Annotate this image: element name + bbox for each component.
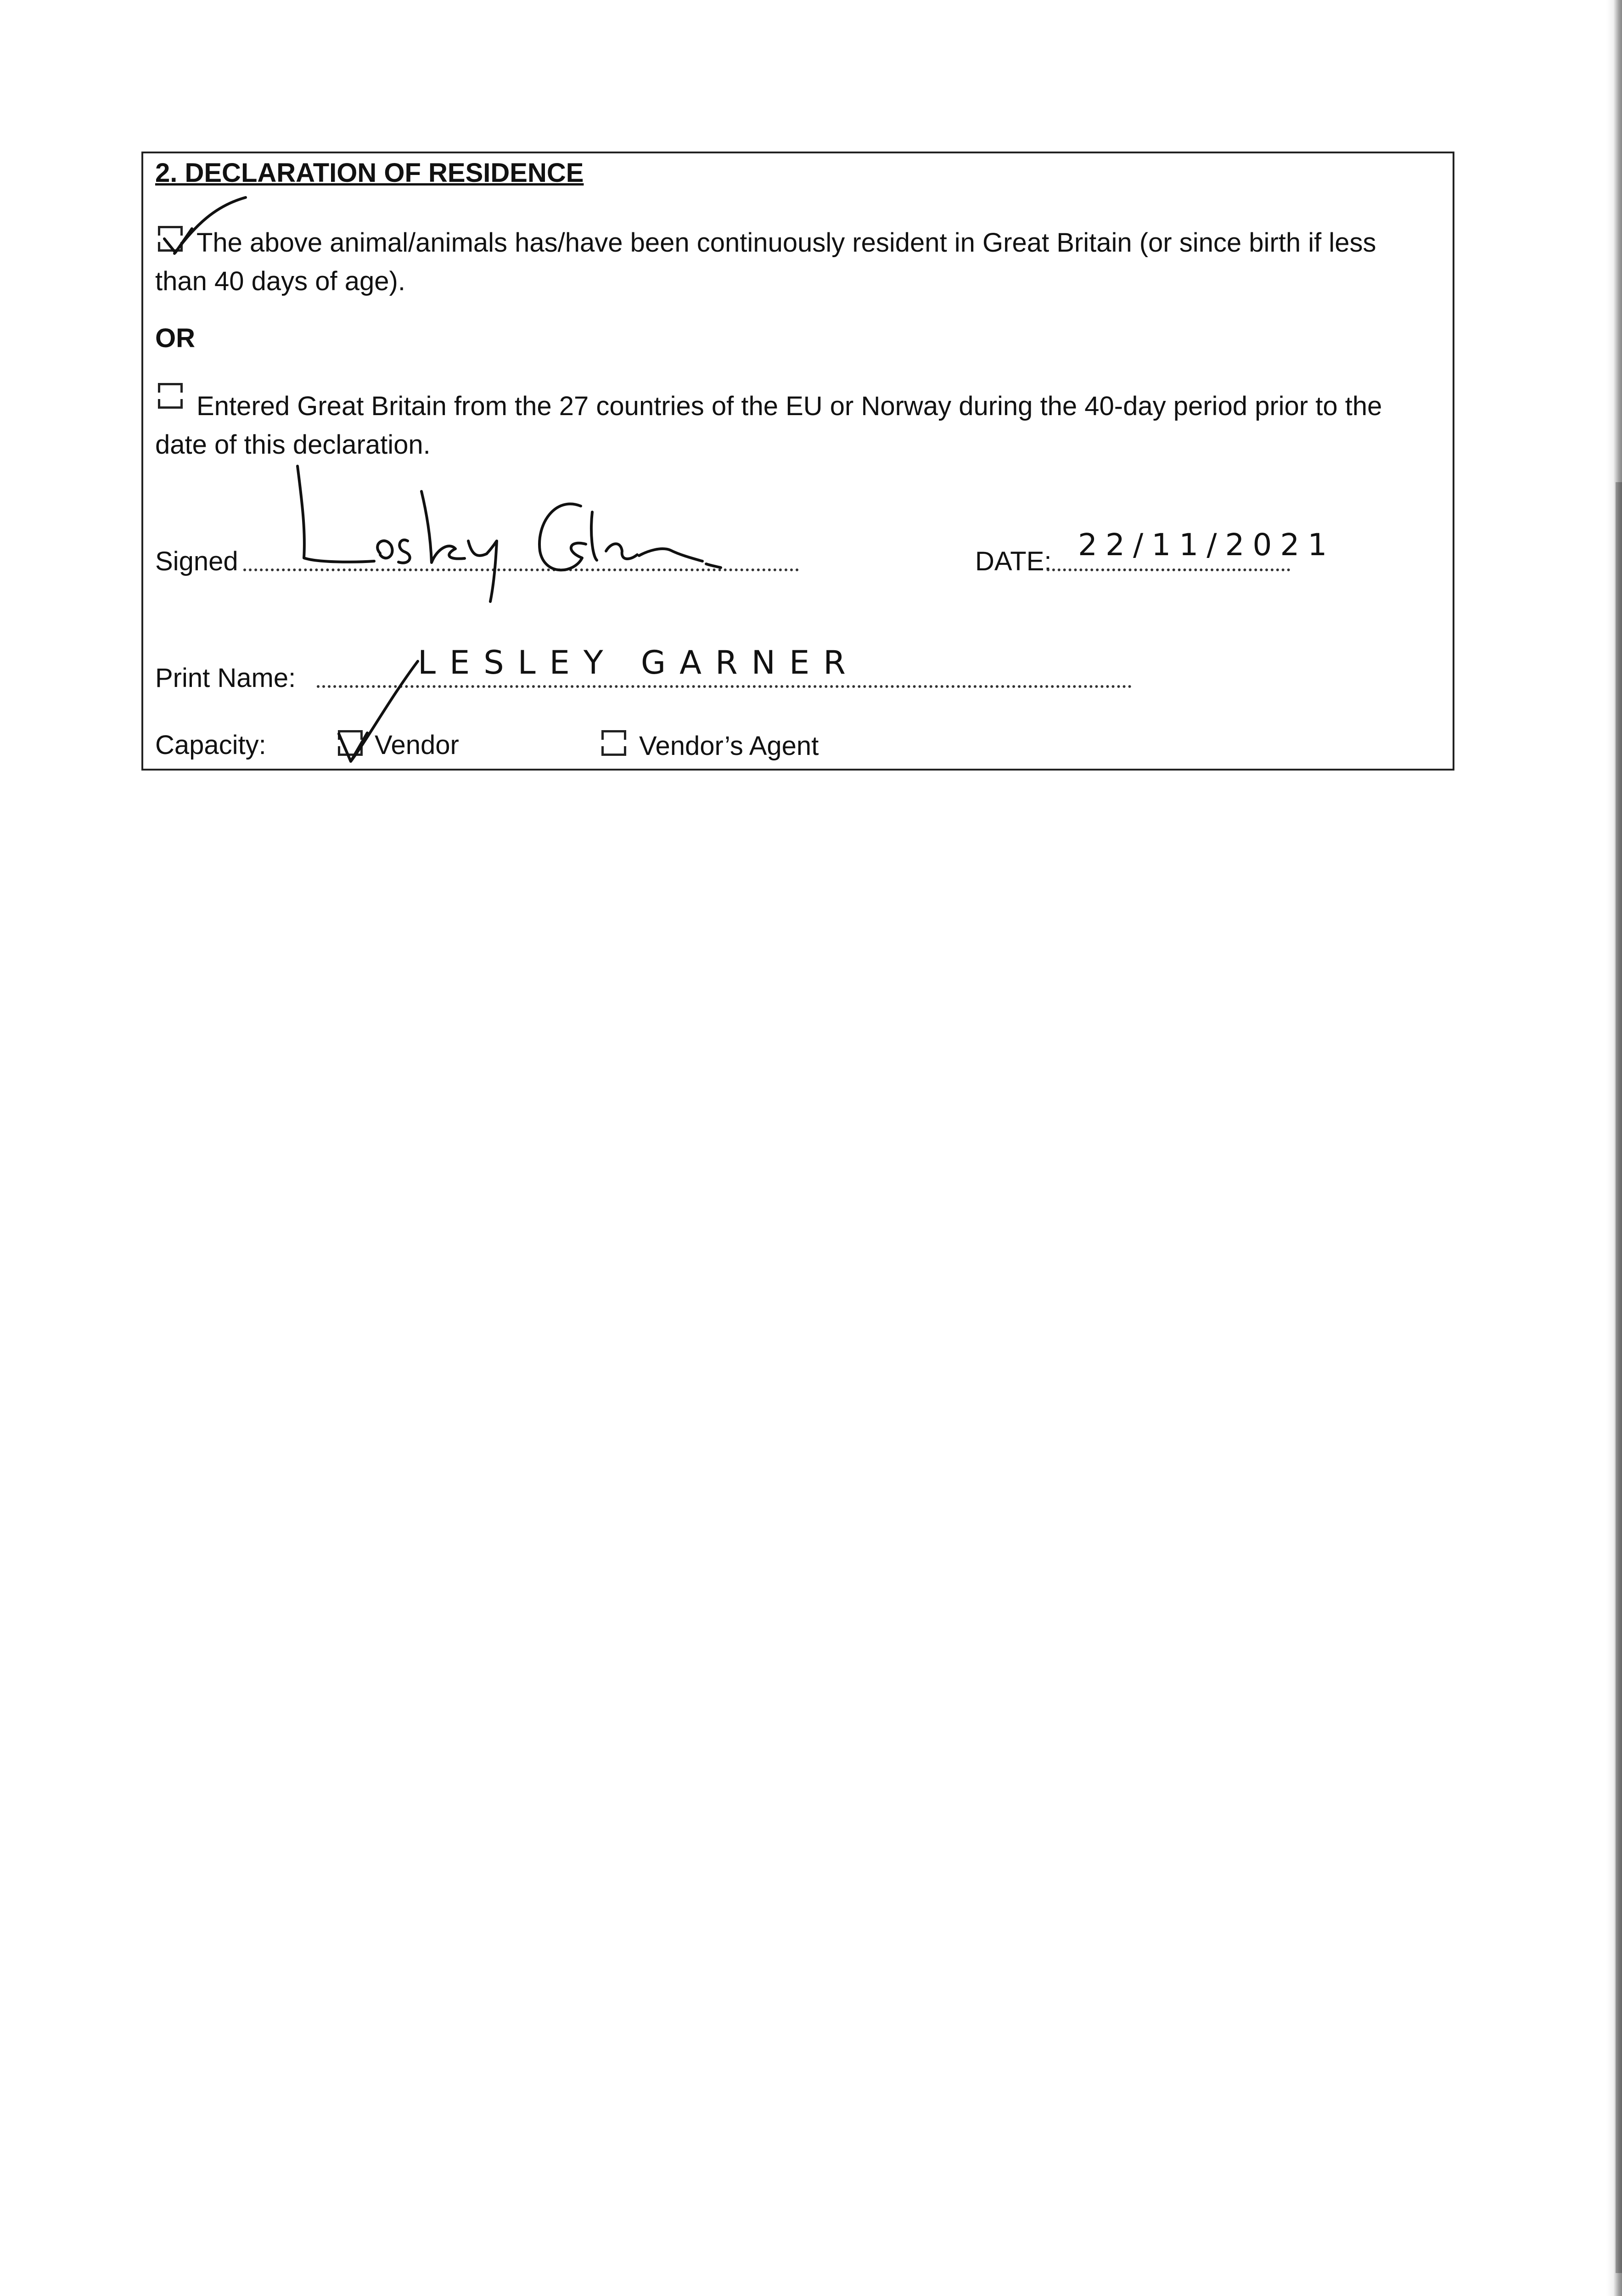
scan-edge-strip: [1616, 482, 1622, 2273]
entered-option-text-line2: date of this declaration.: [155, 430, 431, 460]
or-label: OR: [155, 323, 195, 353]
date-label: DATE:: [975, 546, 1052, 576]
capacity-label: Capacity:: [155, 730, 266, 760]
resident-option-text-line1: The above animal/animals has/have been continuously resident in Great Britain (or since birth if less: [196, 228, 1376, 258]
entered-checkbox[interactable]: [158, 383, 183, 409]
capacity-agent-checkbox[interactable]: [601, 730, 626, 756]
print-name-value: LESLEY GARNER: [418, 644, 859, 681]
date-value: 22/11/2021: [1078, 527, 1336, 563]
declaration-heading: 2. DECLARATION OF RESIDENCE: [155, 158, 584, 188]
capacity-agent-label: Vendor’s Agent: [639, 731, 819, 761]
print-name-label: Print Name:: [155, 663, 296, 693]
date-dotted-line: [1047, 568, 1290, 571]
entered-option-text-line1: Entered Great Britain from the 27 countries of the EU or Norway during the 40-day period prior to the: [196, 391, 1382, 421]
signed-label: Signed: [155, 546, 238, 576]
resident-option-text-line2: than 40 days of age).: [155, 266, 405, 296]
capacity-vendor-label: Vendor: [375, 730, 459, 760]
signature-drawing: [275, 464, 780, 611]
